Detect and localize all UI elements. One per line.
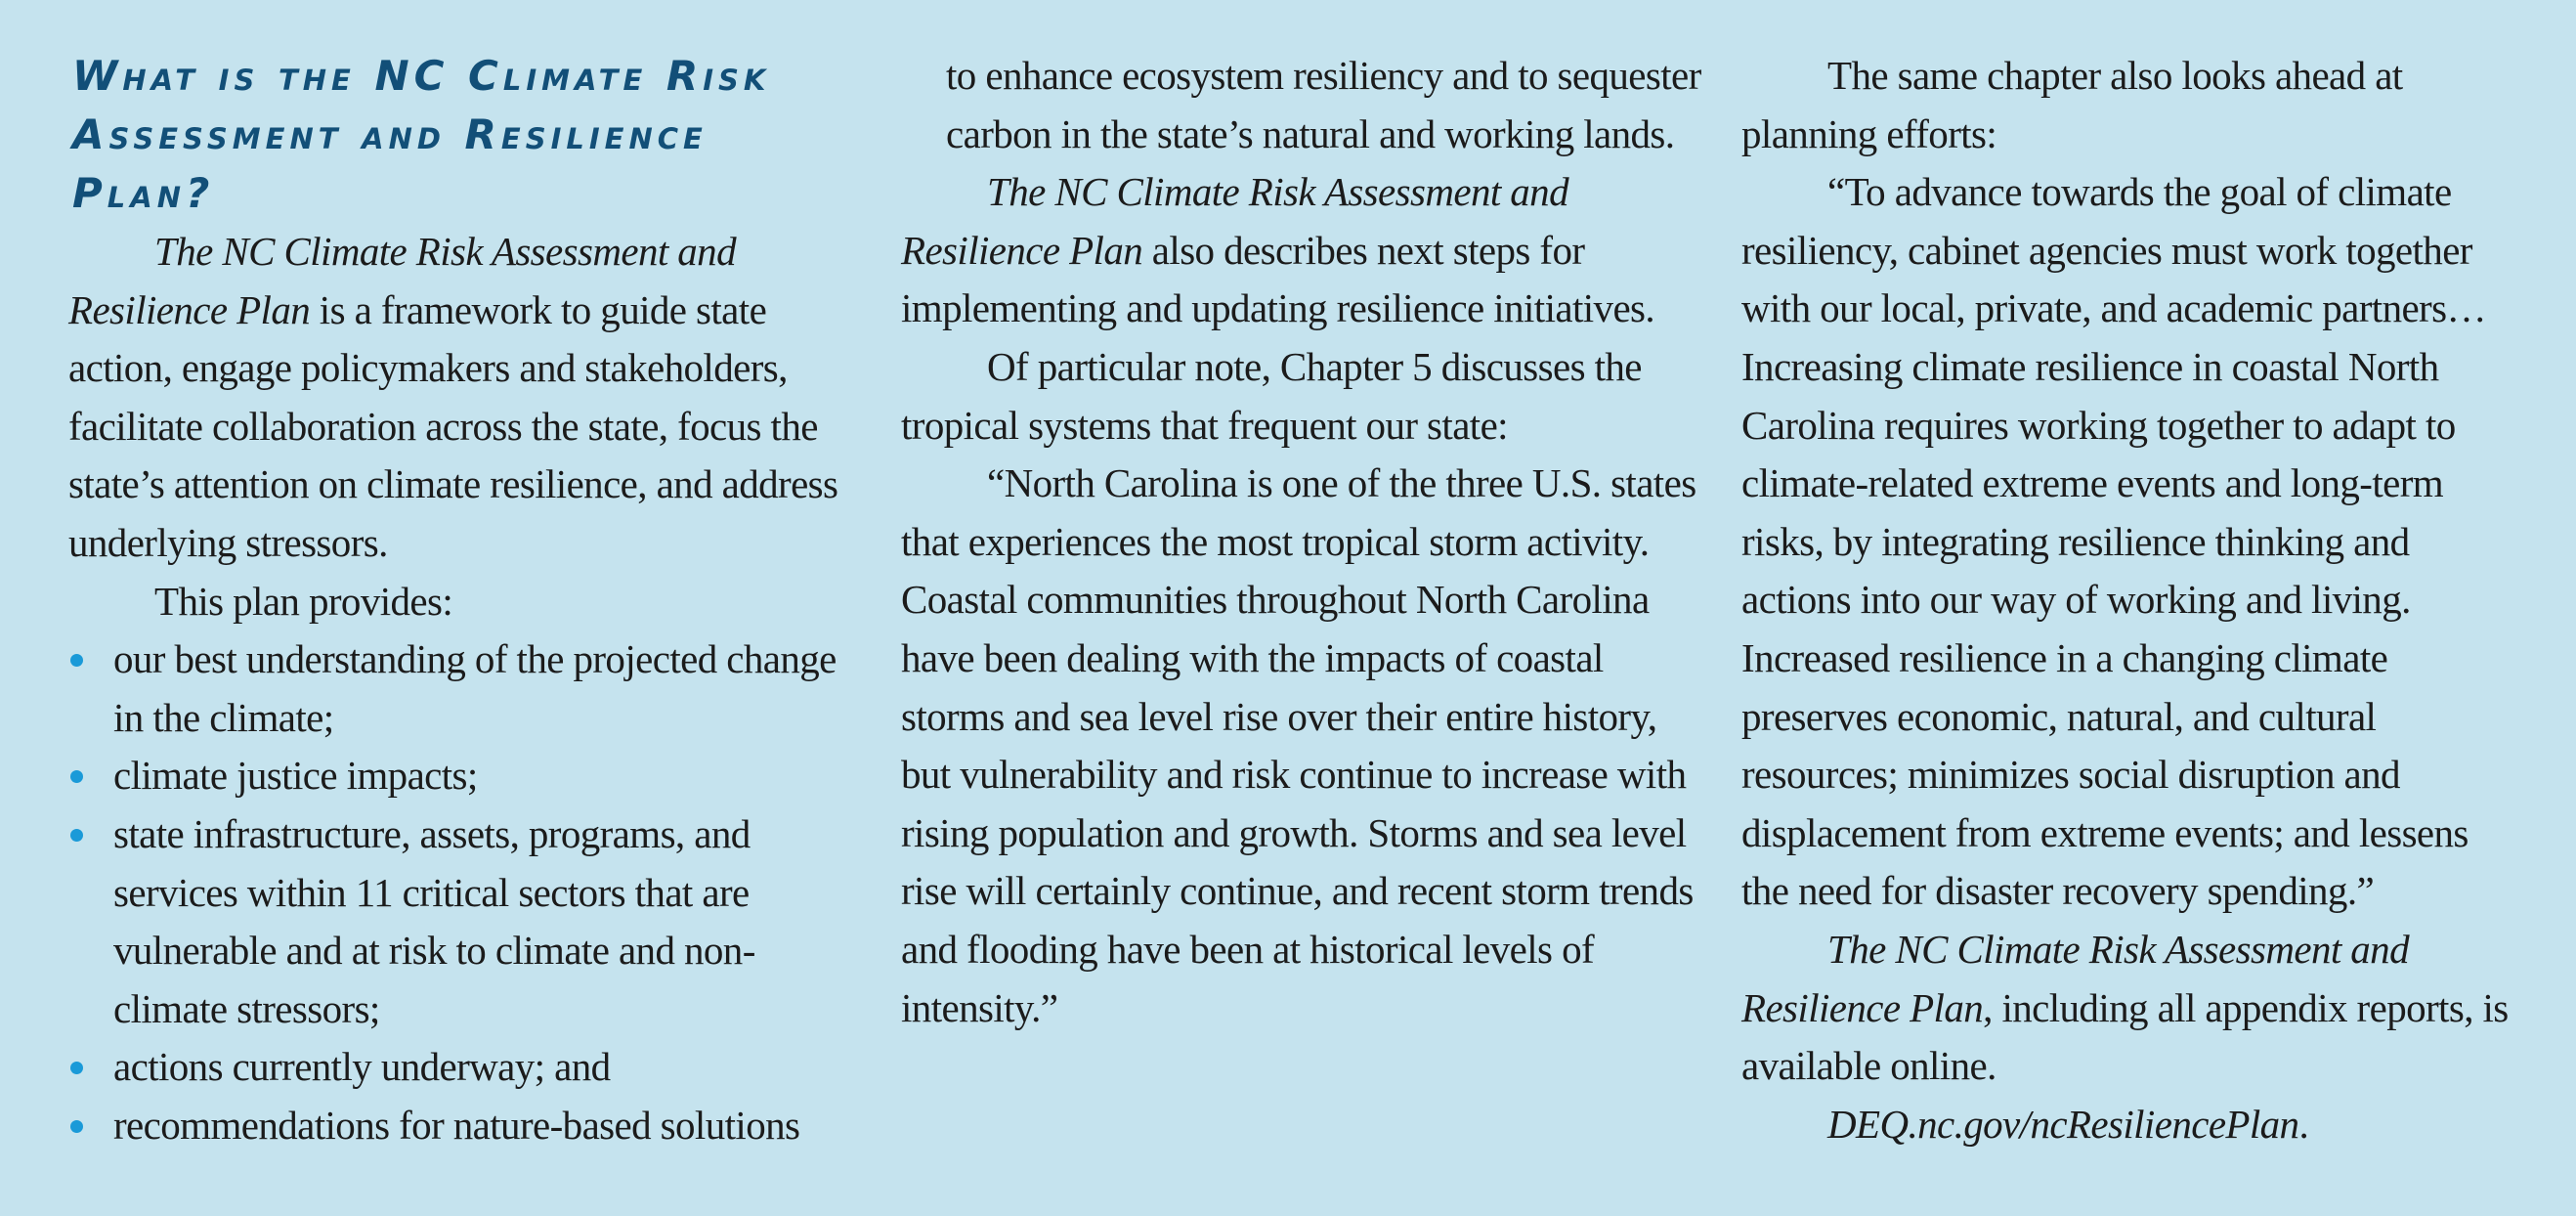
provides-paragraph: This plan provides: [154, 578, 453, 624]
column-1 [68, 47, 850, 1155]
plan-title: The NC Climate Risk Assessment and Resilience Plan [1741, 926, 2409, 1030]
column-3 [1741, 47, 2523, 1153]
list-item: actions currently underway; and [68, 1038, 850, 1097]
list-item: our best understanding of the projected change in the climate; [68, 630, 850, 747]
planning-paragraph: The same chapter also looks ahead at planning efforts: [1741, 53, 2403, 156]
availability-text: , including all appendix reports, is available online. [1741, 984, 2509, 1089]
resiliency-quote: “To advance towards the goal of climate resiliency, cabinet agencies must work together with our local, private, and academic partners… Increasing climate resilience in coastal North Carolina requires working together to adapt to climate-related extreme events and long-term risks, by integrating resilience thinking and actions into our way of working and living. Increased resilience in a changing climate preserves economic, natural, and cultural resources; minimizes social disruption and displacement from extreme events; and lessens the need for disaster recovery spending.” [1741, 169, 2486, 914]
provides-list [68, 630, 850, 1154]
plan-link[interactable]: DEQ.nc.gov/ncResiliencePlan [1827, 1101, 2299, 1147]
next-steps-text: also describes next steps for implementing and updating resilience initiatives. [901, 227, 1655, 331]
list-item: state infrastructure, assets, programs, and services within 11 critical sectors that are vulnerable and at risk to climate and non-climate stressors; [68, 805, 850, 1038]
plan-title: The NC Climate Risk Assessment and Resilience Plan [901, 169, 1568, 273]
availability-paragraph [1741, 921, 2523, 1096]
link-period: . [2298, 1101, 2309, 1147]
list-item: recommendations for nature-based solutions [68, 1097, 850, 1155]
plan-link-line [1741, 1096, 2523, 1154]
column-2 [901, 47, 1712, 1037]
chapter-note-paragraph: Of particular note, Chapter 5 discusses the tropical systems that frequent our state: [901, 343, 1642, 448]
intro-text: is a framework to guide state action, engage policymakers and stakeholders, facilitate collaboration across the state, focus the state’s attention on climate resilience, and address underlying stressors. [68, 286, 838, 565]
intro-paragraph [68, 223, 850, 573]
tropical-quote: “North Carolina is one of the three U.S. states that experiences the most tropical storm activity. Coastal communities throughout North Carolina have been dealing with the impacts of coastal storms and sea level rise over their entire history, but vulnerability and risk continue to increase with rising population and growth. Storms and sea level rise will certainly continue, and recent storm trends and flooding have been at historical levels of intensity.” [901, 460, 1696, 1030]
list-item: climate justice impacts; [68, 747, 850, 805]
next-steps-paragraph [901, 163, 1712, 338]
plan-title: The NC Climate Risk Assessment and Resilience Plan [68, 229, 736, 332]
list-continuation: to enhance ecosystem resiliency and to sequester carbon in the state’s natural and working lands. [946, 53, 1701, 156]
section-heading: What is the NC Climate Risk Assessment and Resilience Plan? [72, 52, 771, 217]
